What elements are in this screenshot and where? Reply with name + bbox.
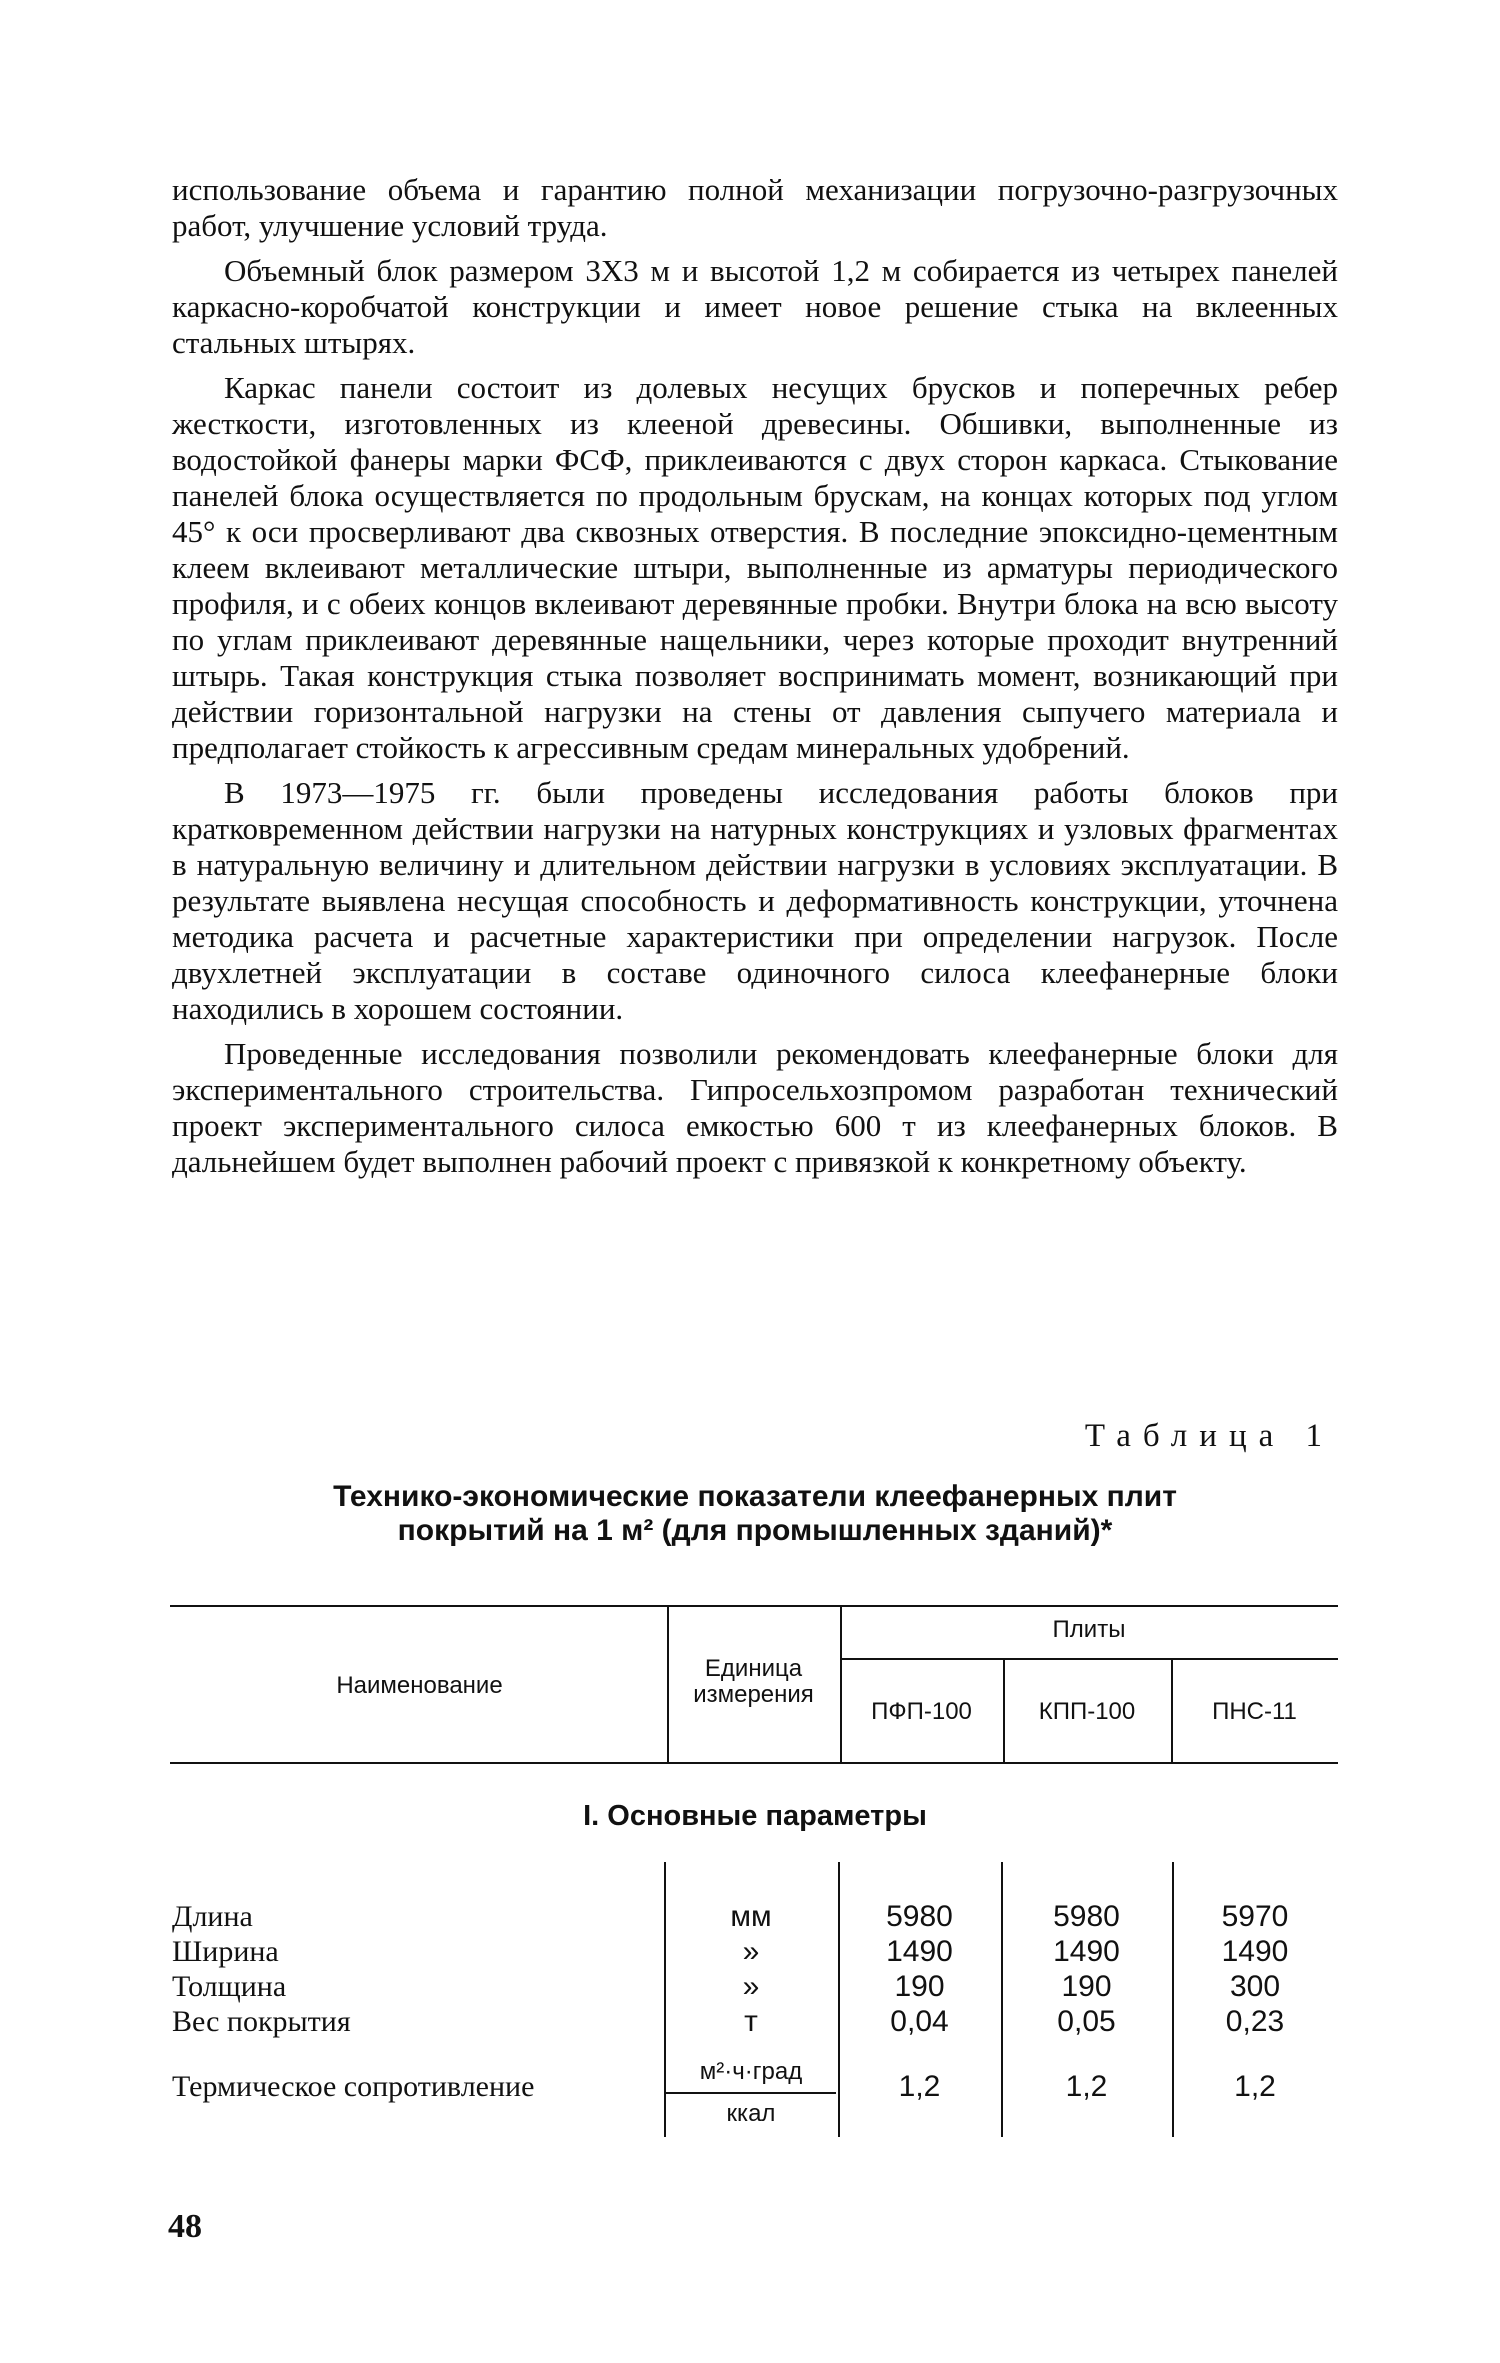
row-value: 0,23 — [1225, 2005, 1285, 2038]
row-name: Термическое сопротивление — [172, 2070, 535, 2103]
header-col1: ПФП-100 — [871, 1698, 972, 1725]
row-value: 1,2 — [1065, 2070, 1108, 2103]
table-title — [172, 1480, 1338, 1548]
row-value: 190 — [894, 1970, 945, 2003]
header-name: Наименование — [336, 1672, 503, 1699]
table-caption: Таблица 1 — [1084, 1418, 1334, 1454]
page-number: 48 — [168, 2208, 202, 2245]
group-header-rule — [840, 1658, 1338, 1660]
table-header-bottom-rule — [170, 1762, 1338, 1764]
row-value: 0,04 — [890, 2005, 949, 2038]
row-unit-numerator: м²·ч·град — [699, 2058, 803, 2085]
header-group-plates: Плиты — [1052, 1616, 1126, 1643]
table-top-rule — [170, 1605, 1338, 1607]
header-unit — [667, 1656, 840, 1708]
table-title-line: покрытий на 1 м² (для промышленных зданий)* — [397, 1514, 1113, 1547]
row-name: Длина — [172, 1900, 253, 1933]
header-col2: КПП-100 — [1038, 1698, 1136, 1725]
paragraph: использование объема и гарантию полной механизации погрузочно-разгрузочных работ, улучшение условий труда. — [172, 172, 1338, 243]
row-unit: мм — [730, 1900, 772, 1933]
row-value: 1,2 — [1234, 2070, 1276, 2103]
fraction-bar — [666, 2092, 836, 2094]
body-text — [172, 172, 1338, 1189]
header-unit-line: Единица — [704, 1655, 803, 1682]
row-value: 1490 — [1053, 1935, 1120, 1968]
row-value: 190 — [1061, 1970, 1112, 2003]
row-unit: » — [742, 1970, 760, 2003]
row-unit: т — [744, 2005, 758, 2038]
header-unit-line: измерения — [693, 1681, 814, 1708]
row-unit-denominator: ккал — [726, 2100, 776, 2127]
row-value: 1,2 — [898, 2070, 941, 2103]
row-value: 5980 — [1053, 1900, 1120, 1933]
row-name: Вес покрытия — [172, 2005, 351, 2038]
section-title: I. Основные параметры — [583, 1800, 927, 1832]
table-title-line: Технико-экономические показатели клеефанерных плит — [333, 1480, 1177, 1513]
paragraph: Каркас панели состоит из долевых несущих брусков и поперечных ребер жесткости, изготовленных из клееной древесины. Обшивки, выполненные из водостойкой фанеры марки ФСФ, приклеиваются с двух сторон каркаса. Стыкование панелей блока осуществляется по продольным брускам, на концах которых под углом 45° к оси просверливают два сквозных отверстия. В последние эпоксидно-цементным клеем вклеивают металлические штыри, выполненные из арматуры периодического профиля, и с обеих концов вклеивают деревянные пробки. Внутри блока на всю высоту по углам приклеивают деревянные нащельники, через которые проходит внутренний штырь. Такая конструкция стыка позволяет воспринимать момент, возникающий при действии горизонтальной нагрузки на стены от давления сыпучего материала и предполагает стойкость к агрессивным средам минеральных удобрений. — [172, 370, 1338, 765]
row-value: 0,05 — [1057, 2005, 1116, 2038]
paragraph: В 1973—1975 гг. были проведены исследования работы блоков при кратковременном действии нагрузки на натурных конструкциях и узловых фрагментах в натуральную величину и длительном действии нагрузки в условиях эксплуатации. В результате выявлена несущая способность и деформативность конструкции, уточнена методика расчета и расчетные характеристики при определении нагрузок. После двухлетней эксплуатации в составе одиночного силоса клеефанерные блоки находились в хорошем состоянии. — [172, 775, 1338, 1026]
row-name: Толщина — [172, 1970, 287, 2003]
row-value: 5980 — [886, 1900, 953, 1933]
paragraph: Объемный блок размером 3Х3 м и высотой 1,2 м собирается из четырех панелей каркасно-коробчатой конструкции и имеет новое решение стыка на вклеенных стальных штырях. — [172, 253, 1338, 360]
row-name: Ширина — [172, 1935, 279, 1968]
row-unit: » — [742, 1935, 760, 1968]
header-col3: ПНС-11 — [1212, 1698, 1297, 1725]
row-value: 1490 — [886, 1935, 953, 1968]
row-value: 300 — [1229, 1970, 1281, 2003]
paragraph: Проведенные исследования позволили рекомендовать клеефанерные блоки для экспериментального строительства. Гипросельхозпромом разработан технический проект экспериментального силоса емкостью 600 т из клеефанерных блоков. В дальнейшем будет выполнен рабочий проект с привязкой к конкретному объекту. — [172, 1036, 1338, 1179]
row-value: 1490 — [1221, 1935, 1289, 1968]
row-value: 5970 — [1221, 1900, 1289, 1933]
